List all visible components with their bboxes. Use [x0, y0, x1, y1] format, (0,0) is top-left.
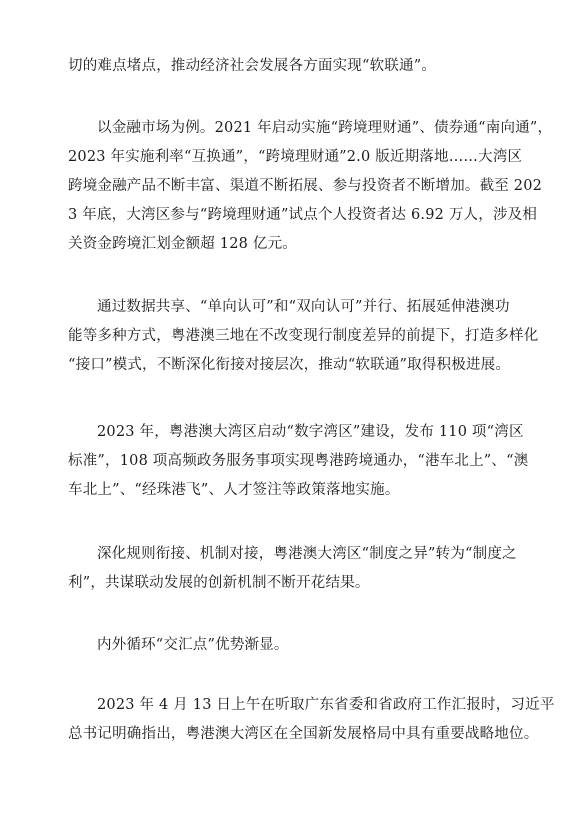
paragraph-line: 切的难点堵点，推动经济社会发展各方面实现“软联通”。 — [68, 58, 437, 74]
paragraph-line: 2023 年，粤港澳大湾区启动“数字湾区”建设，发布 110 项“湾区 — [97, 424, 524, 440]
paragraph-line: 利”，共谋联动发展的创新机制不断开花结果。 — [68, 575, 370, 591]
paragraph-line: “接口”模式，不断深化衔接对接层次，推动“软联通”取得积极进展。 — [68, 357, 511, 373]
paragraph-line: 跨境金融产品不断丰富、渠道不断拓展、参与投资者不断增加。截至 202 — [68, 178, 543, 194]
paragraph-line: 深化规则衔接、机制对接，粤港澳大湾区“制度之异”转为“制度之 — [97, 546, 517, 562]
paragraph-line: 3 年底，大湾区参与“跨境理财通”试点个人投资者达 6.92 万人，涉及相 — [68, 207, 538, 223]
paragraph-line: 通过数据共享、“单向认可”和“双向认可”并行、拓展延伸港澳功 — [97, 299, 510, 315]
paragraph-line: 以金融市场为例。2021 年启动实施“跨境理财通”、债券通“南向通”， — [97, 120, 553, 136]
paragraph-line: 2023 年实施利率“互换通”，“跨境理财通”2.0 版近期落地……大湾区 — [68, 149, 523, 165]
paragraph-line: 能等多种方式，粤港澳三地在不改变现行制度差异的前提下，打造多样化 — [68, 328, 539, 344]
paragraph-6 — [68, 631, 516, 660]
paragraph-4 — [68, 418, 529, 505]
paragraph-line: 标准”，108 项高频政务服务事项实现粤港跨境通办，“港车北上”、“澳 — [68, 453, 529, 469]
paragraph-3 — [68, 293, 539, 380]
paragraph-line: 2023 年 4 月 13 日上午在听取广东省委和省政府工作汇报时，习近平 — [97, 697, 555, 713]
paragraph-1 — [68, 52, 516, 81]
paragraph-7 — [68, 691, 555, 749]
paragraph-line: 总书记明确指出，粤港澳大湾区在全国新发展格局中具有重要战略地位。 — [68, 726, 539, 742]
paragraph-line: 内外循环“交汇点”优势渐显。 — [97, 637, 289, 653]
paragraph-line: 车北上”、“经珠港飞”、人才签注等政策落地实施。 — [68, 482, 400, 498]
paragraph-line: 关资金跨境汇划金额超 128 亿元。 — [68, 236, 297, 252]
paragraph-5 — [68, 540, 516, 598]
paragraph-2 — [68, 114, 553, 259]
